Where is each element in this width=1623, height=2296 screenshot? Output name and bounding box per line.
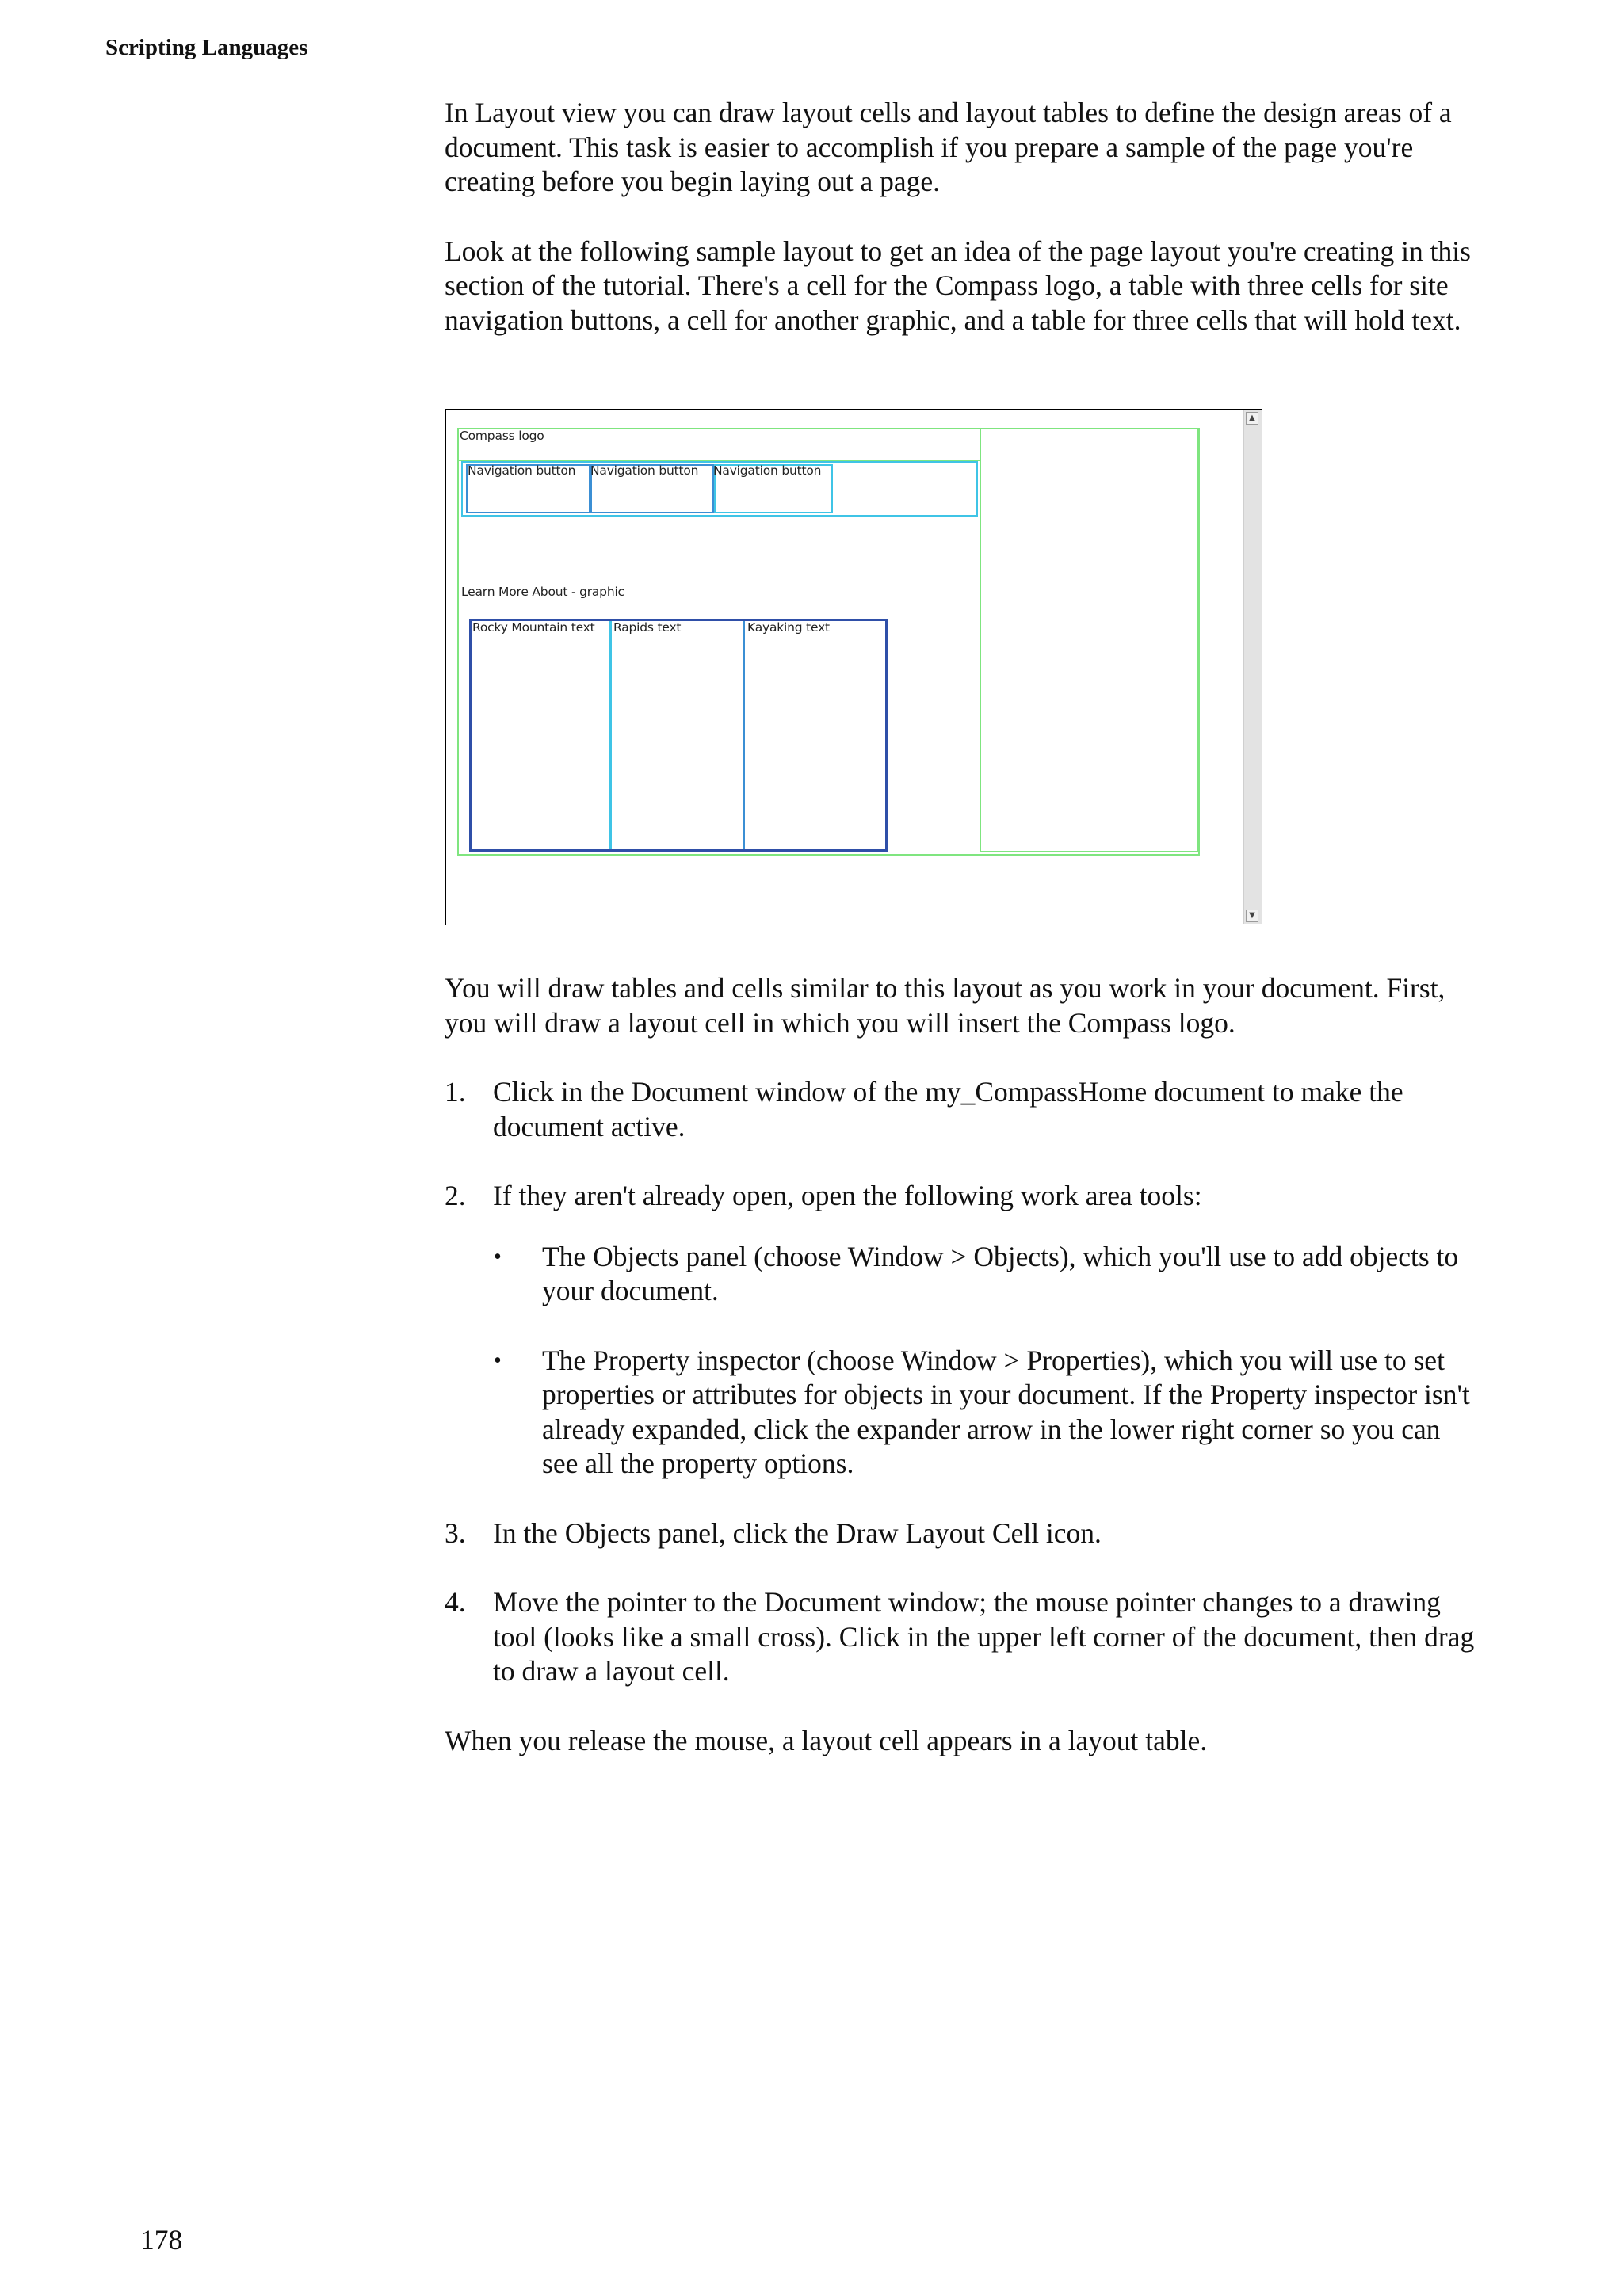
page-content (445, 96, 1475, 338)
step-number: 2. (445, 1180, 466, 1211)
step-text: In the Objects panel, click the Draw Layout Cell icon. (493, 1516, 1102, 1549)
bullet-item (445, 1240, 1475, 1309)
text-table (469, 619, 888, 852)
bullet-icon: • (494, 1244, 502, 1269)
body-paragraph: You will draw tables and cells similar to this layout as you work in your document. First, you will draw a layout cell in which you will insert the Compass logo. (445, 972, 1445, 1039)
step-text: If they aren't already open, open the following work area tools: (493, 1180, 1202, 1211)
navigation-button-label: Navigation button (713, 463, 822, 478)
right-layout-cell (980, 428, 1198, 852)
compass-logo-label: Compass logo (460, 429, 544, 443)
scroll-up-arrow-icon[interactable]: ▲ (1246, 412, 1258, 425)
text-cell-label: Rapids text (613, 620, 682, 635)
step-text: Click in the Document window of the my_CompassHome document to make the document active. (493, 1076, 1403, 1142)
text-cell-divider (609, 621, 612, 849)
closing-paragraph: When you release the mouse, a layout cell appears in a layout table. (445, 1724, 1208, 1756)
step-number: 1. (445, 1076, 466, 1108)
list-item-step-3 (445, 1516, 1475, 1551)
list-item-step-1 (445, 1075, 1475, 1144)
bullet-icon: • (494, 1348, 502, 1373)
navigation-button-label: Navigation button (590, 463, 699, 478)
page-number: 178 (140, 2224, 183, 2256)
bullet-text: The Objects panel (choose Window > Objects), which you'll use to add objects to your document. (542, 1240, 1459, 1306)
learn-more-label: Learn More About - graphic (461, 585, 624, 599)
instructions (445, 971, 1475, 1758)
vertical-scrollbar[interactable] (1243, 410, 1262, 924)
step-number: 3. (445, 1516, 466, 1549)
text-cell-label: Rocky Mountain text (472, 620, 595, 635)
sample-layout-figure (445, 409, 1262, 925)
list-item-step-4 (445, 1585, 1475, 1689)
scroll-down-arrow-icon[interactable]: ▼ (1246, 910, 1258, 922)
running-head: Scripting Languages (105, 35, 308, 60)
text-cell-label: Kayaking text (747, 620, 830, 635)
list-item-step-2 (445, 1179, 1475, 1214)
intro-paragraph-1: In Layout view you can draw layout cells and layout tables to define the design areas of a document. This task is easier to accomplish if you prepare a sample of the page you're creating before you begin laying out a page. (445, 97, 1452, 197)
bullet-item (445, 1344, 1475, 1482)
step-number: 4. (445, 1586, 466, 1618)
bullet-text: The Property inspector (choose Window > Properties), which you will use to set properties or attributes for objects in your document. If the Property inspector isn't already expanded, click the expander arrow in the lower right corner so you can see all the property options. (542, 1344, 1470, 1479)
text-cell-divider (743, 621, 745, 849)
navigation-button-label: Navigation button (468, 463, 576, 478)
step-text: Move the pointer to the Document window; the mouse pointer changes to a drawing tool (looks like a small cross). Click in the upper left corner of the document, then drag to draw a layout cell. (493, 1586, 1475, 1687)
intro-paragraph-2: Look at the following sample layout to get an idea of the page layout you're creating in this section of the tutorial. There's a cell for the Compass logo, a table with three cells for site navigation buttons, a cell for another graphic, and a table for three cells that will hold text. (445, 235, 1471, 336)
